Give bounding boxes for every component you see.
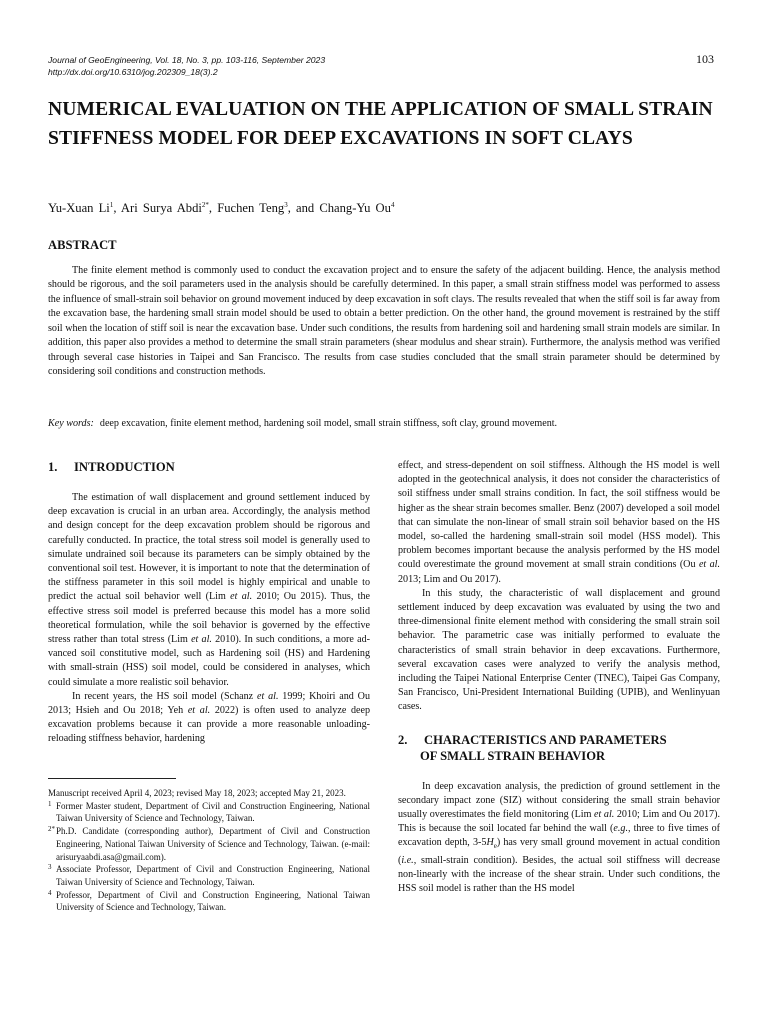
section-2-heading: [398, 732, 720, 764]
author-name: Ari Surya Abdi: [120, 201, 202, 215]
author-mark: 2*: [201, 201, 209, 209]
left-column: [48, 459, 370, 747]
footnote: 1 Former Master student, Department of Civil and Construction Engineering, National Taiwan University of Science and Technology, Taiwan.: [48, 799, 370, 824]
author-name: Fuchen Teng: [217, 201, 285, 215]
paragraph: In this study, the characteristic of wall displacement and ground settlement induced by deep excavation was evaluated by using the two and three-dimensional finite element method with considering the small strain soil behavior. The parametric case was initially performed to evaluate the characteristics of small strain behavior in deep excavations. Furthermore, several excavation cases were analyzed to verify the analysis method, including the Taipei National Enterprise Center (TNEC), Taipei Gas Company, San Francisco, Uni-President International Building (UPIB), and Wenlinyuan cases.: [398, 587, 720, 713]
journal-citation: Journal of GeoEngineering, Vol. 18, No. 3, pp. 103-116, September 2023: [48, 55, 326, 65]
section-title-line2: OF SMALL STRAIN BEHAVIOR: [420, 748, 606, 763]
footnote: 3 Associate Professor, Department of Civil and Construction Engineering, National Taiwan University of Science and Technology, Taiwan.: [48, 863, 370, 887]
author-separator: ,: [113, 201, 121, 215]
abstract-text: The finite element method is commonly used to conduct the excavation project and to ensure the safety of the adjacent building. Hence, the analysis method should be rigorous, and the soil parameters used in the analysis should be carefully determined. In this paper, a small strain stiffness model was performed to assess the influence of small-strain soil behavior on ground movement induced by deep excavation in soft clays. The results revealed that when the stiff soil is far away from the excavation base, the hardening small strain model should be used to obtain a better prediction. On the other hand, the ground movement is restrained by the stiff soil when the location of stiff soil is near the excavation base. Under such conditions, the results from hardening soil and hardening small strain models are similar. In addition, this paper also provides a method to determine the small strain parameters (shear modulus and shear strain). Furthermore, the analysis method was verified through several case histories in Taipei and San Francisco. The results from case studies concluded that the small strain parameter should be determined by considering soil conditions and construction methods.: [48, 265, 720, 378]
journal-header: [48, 54, 608, 78]
footnote-rule: [48, 778, 176, 779]
footnote: 2* Ph.D. Candidate (corresponding author), Department of Civil and Construction Engineering, National Taiwan University of Science and Technology, Taiwan. (e-mail: arisuryaabdi.asa@gmail.com).: [48, 825, 370, 862]
keywords-text: deep excavation, finite element method, hardening soil model, small strain stiffness, soft clay, ground movement.: [99, 418, 558, 429]
doi-link[interactable]: http://dx.doi.org/10.6310/jog.202309_18(3).2: [48, 67, 218, 77]
author-separator: ,: [208, 201, 218, 215]
keywords: [48, 418, 720, 429]
paragraph: The estimation of wall displacement and ground settlement induced by deep excavation is crucial in an urban area. Accordingly, the analysis method and design concept for the deep excavation problem should be rigorous and carefully conducted. In practice, the total stress soil model is generally used to simulate undrained soil because its parameters can be simply obtained by the conventional soil test. However, it is important to note that the determination of the stiffness parameter in this soil model is highly empirical and unable to predict the actual soil behavior well (Lim et al. 2010; Ou 2015). Thus, the effective stress soil model is preferred because this model has a more solid theoretical formulation, while the soil behavior is governed by the effective stress rather than total stress (Lim et al. 2010). In such conditions, a more advanced soil constitutive model, such as Hardening soil (HS) and Hardening with small-strain (HSS) soil model, could be considered in analyses, which could simulate a more realistic soil behavior.: [48, 492, 370, 688]
section-number: 2.: [398, 732, 408, 747]
paragraph-continued: effect, and stress-dependent on soil stiffness. Although the HS model is well adopted in the geotechnical analysis, it does not consider the characteristics of soil stiffness under small strains condition. In fact, the soil stiffness would be higher as the shear strain becomes smaller. Benz (2007) developed a soil model that can simulate the non-linear of small strain soil behavior based on the HS model, so-called the hardening small-strain soil model (HSS model). This problem becomes important because the analysis performed by the HS model could overestimate the ground movement at small strain conditions (Ou et al. 2013; Lim and Ou 2017).: [398, 460, 721, 585]
author-mark: 3: [284, 201, 288, 209]
right-column: [398, 459, 720, 896]
author-separator: , and: [287, 201, 320, 215]
footnote-received: Manuscript received April 4, 2023; revised May 18, 2023; accepted May 21, 2023.: [48, 788, 346, 798]
abstract-heading: ABSTRACT: [48, 238, 117, 252]
section-title: CHARACTERISTICS AND PARAMETERS: [424, 732, 667, 747]
paragraph: In deep excavation analysis, the prediction of ground settlement in the secondary impact zone (SIZ) without considering the small strain behavior usually overestimates the field monitoring (Lim et al. 2010; Lim and Ou 2017). This is because the soil located far behind the wall (e.g., three to five times of excavation depth, $3-5H_e$) has very small ground movement in actual condition (i.e., small-strain condition). Besides, the actual soil stiffness will decrease non-linearly with the increase of the shear strain. Under such conditions, the HSS soil model is rather than the HS model: [398, 780, 720, 895]
section-title: INTRODUCTION: [74, 460, 175, 474]
author-mark: 4: [390, 201, 395, 209]
paragraph: In recent years, the HS soil model (Schanz et al. 1999; Khoiri and Ou 2013; Hsieh and Ou 2018; Yeh et al. 2022) is often used to analyze deep excavation problems because it can provide a more reasonable unloading-reloading stiffness behavior, hardening: [48, 690, 371, 745]
author-list: [48, 201, 394, 216]
section-1-heading: [48, 459, 370, 475]
page-number: 103: [696, 52, 714, 66]
section-number: 1.: [48, 460, 58, 474]
author-name: Yu-Xuan Li: [48, 201, 110, 215]
footnote: 4 Professor, Department of Civil and Construction Engineering, National Taiwan University of Science and Technology, Taiwan.: [48, 888, 370, 913]
paper-title: NUMERICAL EVALUATION ON THE APPLICATION OF SMALL STRAIN STIFFNESS MODEL FOR DEEP EXCAVATIONS IN SOFT CLAYS: [48, 99, 713, 149]
footnotes: [48, 787, 370, 914]
keywords-label: Key words:: [48, 418, 94, 429]
author-name: Chang-Yu Ou: [319, 201, 391, 215]
author-mark: 1: [109, 201, 114, 209]
